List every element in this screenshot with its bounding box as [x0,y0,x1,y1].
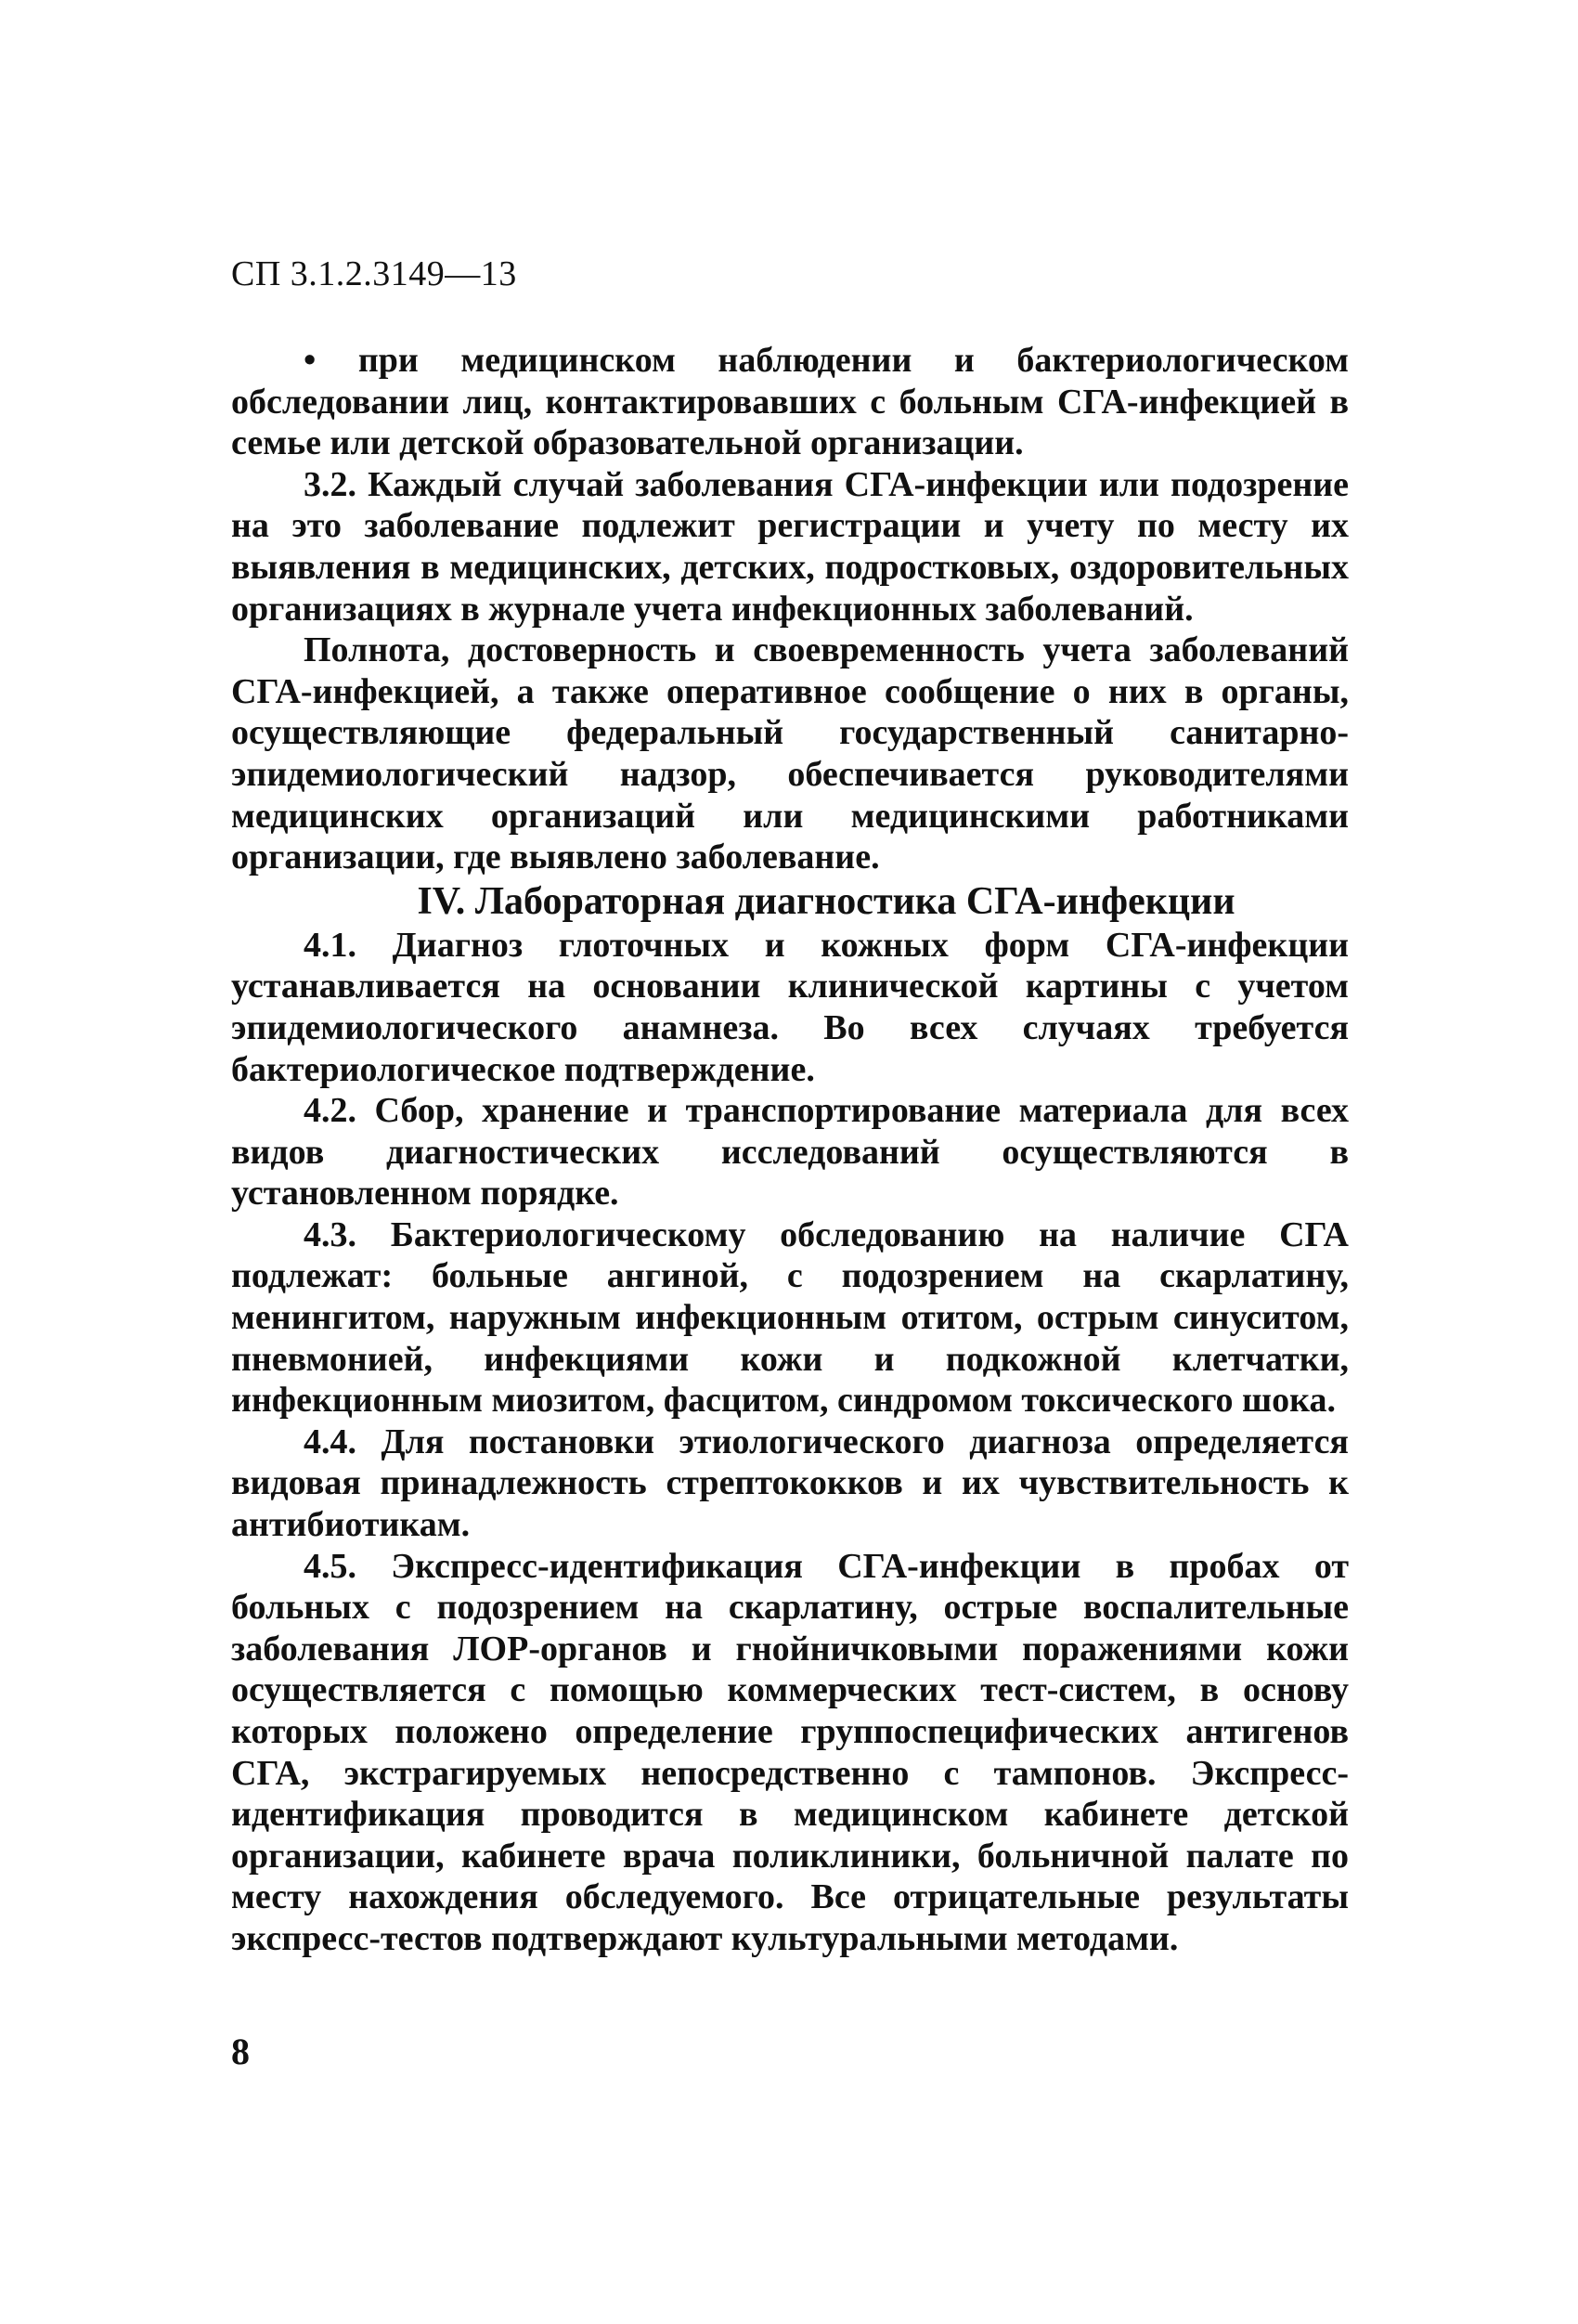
paragraph-registration-completeness: Полнота, достоверность и своевременность учета заболеваний СГА-инфекцией, а также оперативное сообщение о них в органы, осуществляющие федеральный государственный санитарно-эпидемиологический надзор, обеспечивается руководителями медицинских организаций или медицинскими работниками организации, где выявлено заболевание. [231,630,1349,877]
body-text [231,340,1349,1960]
paragraph-4-3: 4.3. Бактериологическому обследованию на наличие СГА подлежат: больные ангиной, с подозрением на скарлатину, менингитом, наружным инфекционным отитом, острым синуситом, пневмонией, инфекциями кожи и подкожной клетчатки, инфекционным миозитом, фасцитом, синдромом токсического шока. [231,1214,1349,1421]
paragraph-4-2: 4.2. Сбор, хранение и транспортирование материала для всех видов диагностических исследований осуществляются в установленном порядке. [231,1091,1349,1214]
bullet-paragraph-contacts: • при медицинском наблюдении и бактериологическом обследовании лиц, контактировавших с больным СГА-инфекцией в семье или детской образовательной организации. [231,341,1349,463]
paragraph-3-2: 3.2. Каждый случай заболевания СГА-инфекции или подозрение на это заболевание подлежит регистрации и учету по месту их выявления в медицинских, детских, подростковых, оздоровительных организациях в журнале учета инфекционных заболеваний. [231,464,1349,629]
document-code-header: СП 3.1.2.3149—13 [231,254,517,293]
paragraph-4-1: 4.1. Диагноз глоточных и кожных форм СГА-инфекции устанавливается на основании клинической картины с учетом эпидемиологического анамнеза. Во всех случаях требуется бактериологическое подтверждение. [231,925,1349,1089]
page-number: 8 [231,2031,250,2072]
paragraph-4-5: 4.5. Экспресс-идентификация СГА-инфекции в пробах от больных с подозрением на скарлатину, острые воспалительные заболевания ЛОР-органов и гнойничковыми поражениями кожи осуществляется с помощью коммерческих тест-систем, в основу которых положено определение группоспецифических антигенов СГА, экстрагируемых непосредственно с тампонов. Экспресс-идентификация проводится в медицинском кабинете детской организации, кабинете врача поликлиники, больничной палате по месту нахождения обследуемого. Все отрицательные результаты экспресс-тестов подтверждают культуральными методами. [231,1546,1349,1958]
paragraph-4-4: 4.4. Для постановки этиологического диагноза определяется видовая принадлежность стрептококков и их чувствительность к антибиотикам. [231,1422,1349,1545]
section-heading-iv: IV. Лабораторная диагностика СГА-инфекции [417,879,1235,923]
